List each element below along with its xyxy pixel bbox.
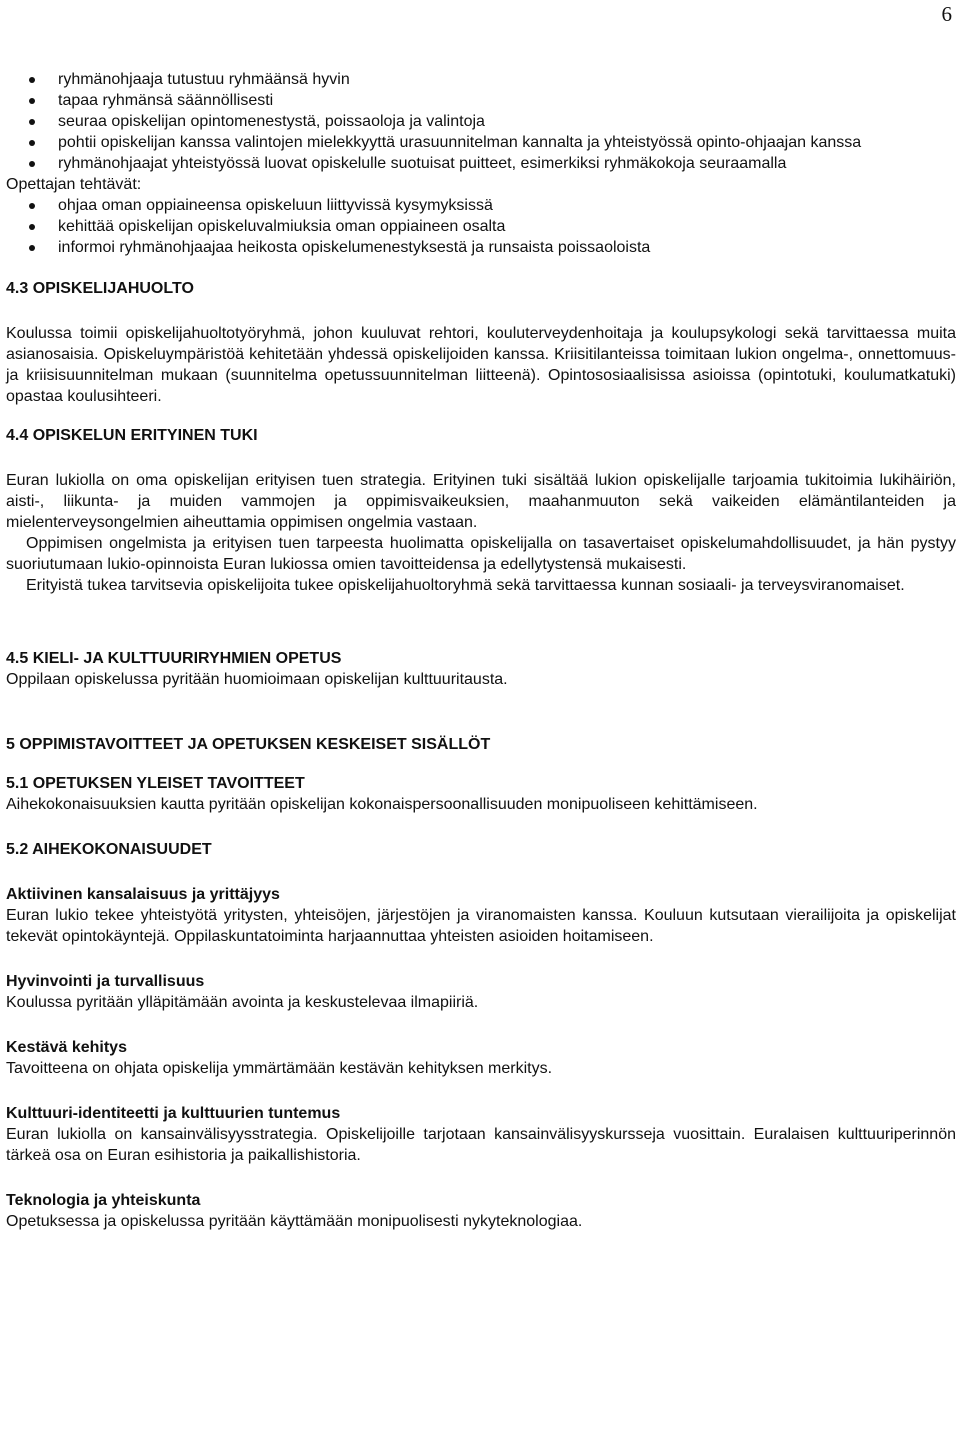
- theme-text: Euran lukiolla on kansainvälisyysstrategia. Opiskelijoille tarjotaan kansainvälisyyskursseja vuosittain. Euralaisen kulttuuriperinnön tärkeä osa on Euran esihistoria ja paikallishistoria.: [6, 1126, 956, 1164]
- theme-title: Kestävä kehitys: [6, 1039, 127, 1056]
- section-4-4-paragraph: Euran lukiolla on oma opiskelijan erityisen tuen strategia. Erityinen tuki sisältää lukion opiskelijalle tarjoamia tukitoimia lukihäiriön, aisti-, liikunta- ja muiden vammojen ja oppimisvaikeuksien, maahanmuuton sekä vaikeiden elämäntilanteiden ja mielenterveysongelmien aiheuttamia oppimisen ongelmia vastaan.: [6, 472, 956, 531]
- list-item: ryhmänohjaajat yhteistyössä luovat opiskelulle suotuisat puitteet, esimerkiksi ryhmäkokoja seuraamalla: [6, 153, 956, 174]
- theme-text: Opetuksessa ja opiskelussa pyritään käyttämään monipuolisesti nykyteknologiaa.: [6, 1213, 583, 1230]
- section-5-heading: 5 OPPIMISTAVOITTEET JA OPETUKSEN KESKEISET SISÄLLÖT: [6, 736, 491, 753]
- section-5-2-heading: 5.2 AIHEKOKONAISUUDET: [6, 841, 212, 858]
- page-number: 6: [941, 2, 952, 26]
- list-item: informoi ryhmänohjaajaa heikosta opiskelumenestyksestä ja runsaista poissaoloista: [6, 237, 956, 258]
- section-4-4-paragraph: Erityistä tukea tarvitsevia opiskelijoita tukee opiskelijahuoltoryhmä sekä tarvittaessa kunnan sosiaali- ja terveysviranomaiset.: [26, 577, 905, 594]
- teacher-tasks-title: Opettajan tehtävät:: [6, 176, 142, 193]
- section-4-3-text: Koulussa toimii opiskelijahuoltotyöryhmä, johon kuuluvat rehtori, kouluterveydenhoitaja ja koulupsykologi sekä tarvittaessa muita asianosaisia. Opiskeluympäristöä kehitetään yhdessä opiskelijoiden kanssa. Kriisitilanteissa toimitaan lukion ongelma-, onnettomuus- ja kriisisuunnitelman mukaan (suunnitelma opetussuunnitelman liitteenä). Opintososiaalisissa asioissa (opintotuki, koulumatkatuki) opastaa koulusihteeri.: [6, 325, 956, 405]
- section-4-4-paragraph: Oppimisen ongelmista ja erityisen tuen tarpeesta huolimatta opiskelijalla on tasavertaiset opiskelumahdollisuudet, ja hän pystyy suoriutumaan lukio-opinnoista Euran lukiossa omien tavoitteidensa ja edellytystensä mukaisesti.: [6, 535, 956, 573]
- theme-text: Euran lukio tekee yhteistyötä yritysten, yhteisöjen, järjestöjen ja viranomaisten kanssa. Kouluun kutsutaan vierailijoita ja opiskelijat tekevät opintokäyntejä. Oppilaskuntatoiminta harjaannuttaa yhteisten asioiden hoitamiseen.: [6, 907, 956, 945]
- theme-title: Kulttuuri-identiteetti ja kulttuurien tuntemus: [6, 1105, 341, 1122]
- list-item: ryhmänohjaaja tutustuu ryhmäänsä hyvin: [6, 69, 956, 90]
- intro-bullet-list: [6, 69, 956, 174]
- list-item: pohtii opiskelijan kanssa valintojen mielekkyyttä urasuunnitelman kannalta ja yhteistyössä opinto-ohjaajan kanssa: [6, 132, 956, 153]
- theme-text: Tavoitteena on ohjata opiskelija ymmärtämään kestävän kehityksen merkitys.: [6, 1060, 553, 1077]
- theme-title: Hyvinvointi ja turvallisuus: [6, 973, 205, 990]
- section-4-4-heading: 4.4 OPISKELUN ERITYINEN TUKI: [6, 427, 258, 444]
- section-5-1-text: Aihekokonaisuuksien kautta pyritään opiskelijan kokonaispersoonallisuuden monipuoliseen kehittämiseen.: [6, 796, 758, 813]
- list-item: ohjaa oman oppiaineensa opiskeluun liittyvissä kysymyksissä: [6, 195, 956, 216]
- section-4-5-text: Oppilaan opiskelussa pyritään huomioimaan opiskelijan kulttuuritausta.: [6, 671, 508, 688]
- theme-title: Aktiivinen kansalaisuus ja yrittäjyys: [6, 886, 280, 903]
- list-item: tapaa ryhmänsä säännöllisesti: [6, 90, 956, 111]
- section-5-1-heading: 5.1 OPETUKSEN YLEISET TAVOITTEET: [6, 775, 305, 792]
- section-4-3-heading: 4.3 OPISKELIJAHUOLTO: [6, 280, 194, 297]
- section-4-5-heading: 4.5 KIELI- JA KULTTUURIRYHMIEN OPETUS: [6, 650, 342, 667]
- list-item: seuraa opiskelijan opintomenestystä, poissaoloja ja valintoja: [6, 111, 956, 132]
- document-body: [6, 69, 956, 1232]
- theme-text: Koulussa pyritään ylläpitämään avointa ja keskustelevaa ilmapiiriä.: [6, 994, 479, 1011]
- teacher-tasks-list: [6, 195, 956, 258]
- theme-title: Teknologia ja yhteiskunta: [6, 1192, 201, 1209]
- list-item: kehittää opiskelijan opiskeluvalmiuksia oman oppiaineen osalta: [6, 216, 956, 237]
